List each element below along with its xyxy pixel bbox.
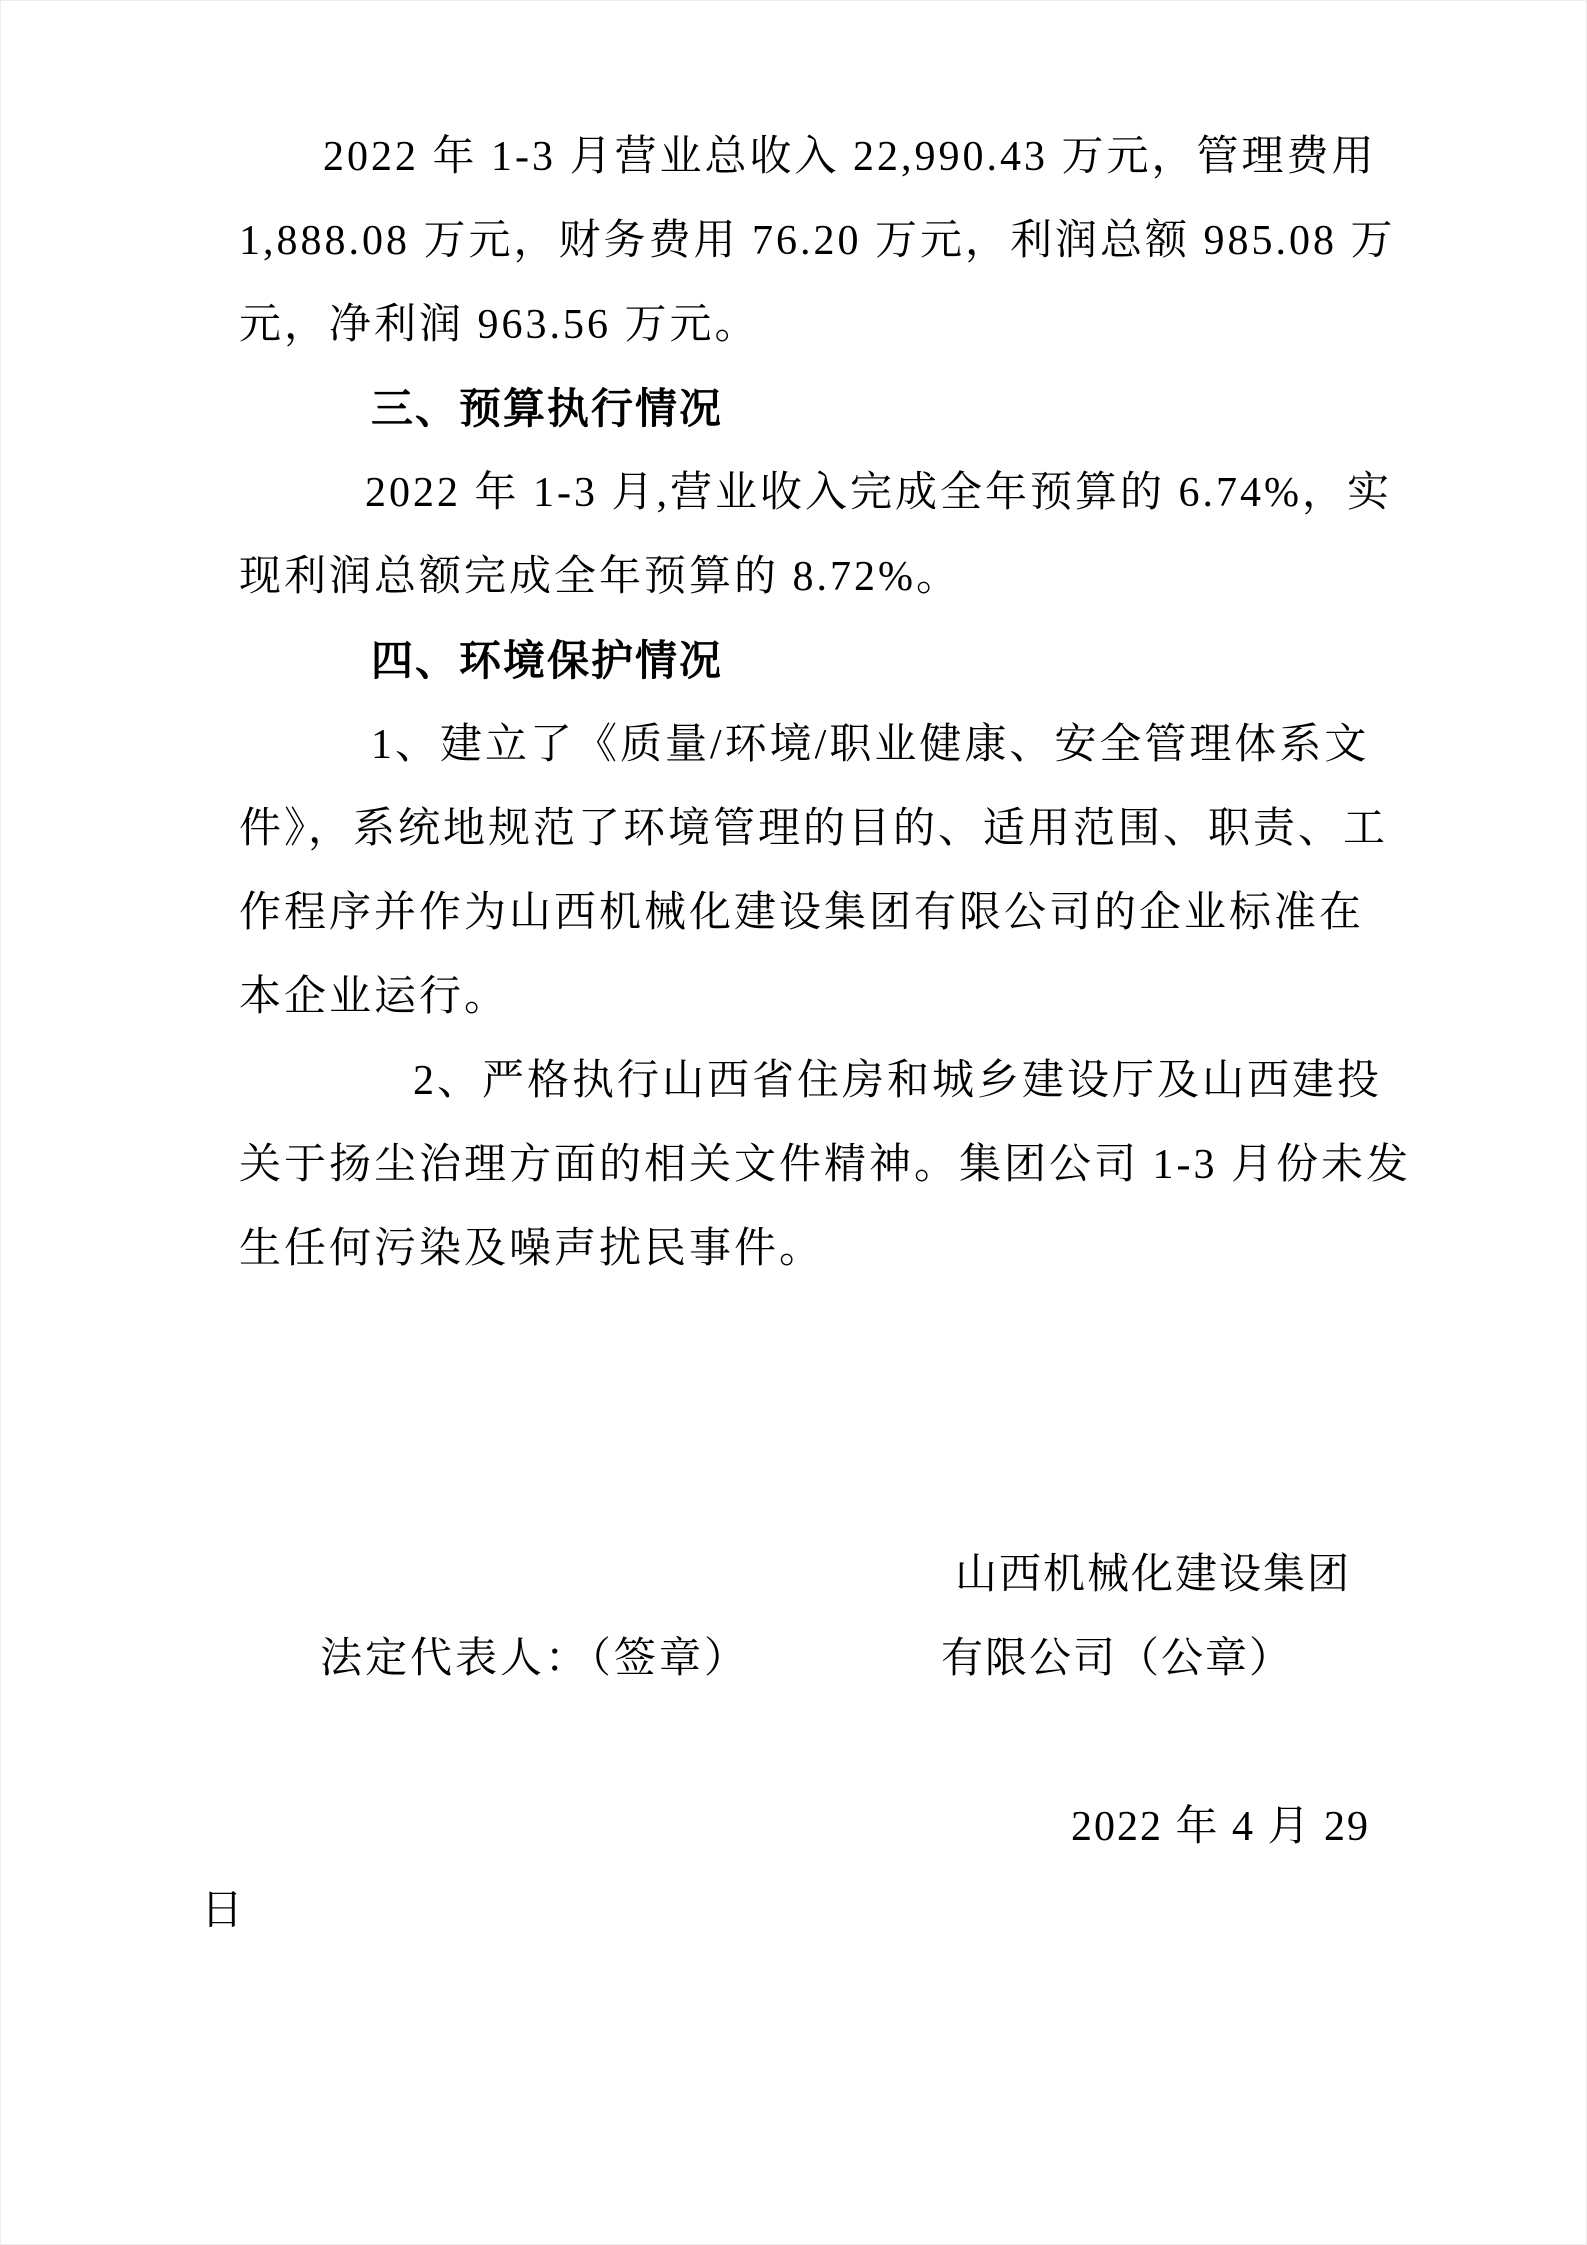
company-name-line-1: 山西机械化建设集团 (955, 1552, 1352, 1598)
env-item1-line-3: 作程序并作为山西机械化建设集团有限公司的企业标准在 (239, 890, 1365, 936)
company-name-line-2: 有限公司（公章） (941, 1636, 1294, 1682)
budget-paragraph-line-2: 现利润总额完成全年预算的 8.72%。 (239, 554, 961, 600)
finance-paragraph-line-2: 1,888.08 万元，财务费用 76.20 万元，利润总额 985.08 万 (239, 218, 1396, 264)
env-item2-line-3: 生任何污染及噪声扰民事件。 (239, 1226, 825, 1272)
env-item1-line-1: 1、建立了《质量/环境/职业健康、安全管理体系文 (371, 722, 1370, 768)
env-item2-line-1: 2、严格执行山西省住房和城乡建设厅及山西建投 (413, 1058, 1383, 1104)
finance-paragraph-line-1: 2022 年 1-3 月营业总收入 22,990.43 万元，管理费用 (323, 134, 1377, 180)
section-heading-environment: 四、环境保护情况 (371, 637, 724, 684)
legal-representative-label: 法定代表人：（签章） (320, 1636, 750, 1682)
env-item2-line-2: 关于扬尘治理方面的相关文件精神。集团公司 1-3 月份未发 (239, 1142, 1411, 1188)
date-line: 2022 年 4 月 29 (1071, 1804, 1371, 1850)
env-item1-line-4: 本企业运行。 (239, 974, 510, 1020)
date-day-wrapped: 日 (201, 1888, 246, 1934)
budget-paragraph-line-1: 2022 年 1-3 月,营业收入完成全年预算的 6.74%，实 (365, 470, 1392, 516)
spacer-before-date (239, 1701, 1351, 1785)
spacer-before-signature (239, 1291, 1351, 1533)
section-heading-budget: 三、预算执行情况 (371, 385, 724, 432)
document-content (201, 115, 1411, 1953)
env-item1-line-2: 件》，系统地规范了环境管理的目的、适用范围、职责、工 (239, 806, 1389, 852)
finance-paragraph-line-3: 元，净利润 963.56 万元。 (239, 302, 760, 348)
